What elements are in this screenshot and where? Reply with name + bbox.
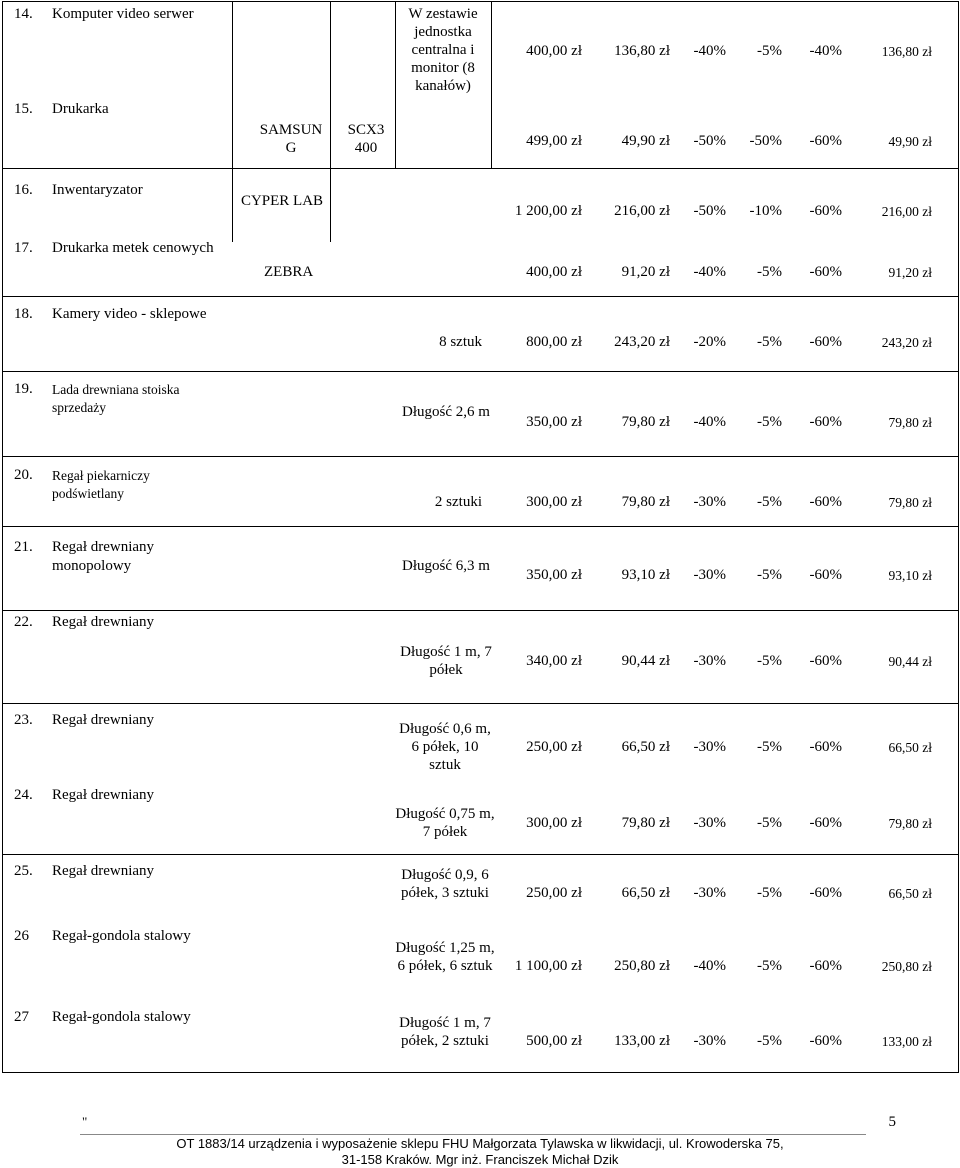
price-value-3: 66,50 zł <box>888 740 932 755</box>
percent-3: -60% <box>809 567 842 583</box>
item-name: Kamery video - sklepowe <box>52 306 207 322</box>
row-number: 26 <box>14 928 29 944</box>
item-spec: Długość 0,75 m, 7 półek <box>395 806 495 840</box>
percent-1: -50% <box>693 133 726 149</box>
price-value-2: 133,00 zł <box>614 1033 670 1049</box>
percent-3: -60% <box>809 958 842 974</box>
footer-line-2: 31-158 Kraków. Mgr inż. Franciszek Michał Dzik <box>341 1152 619 1167</box>
item-name: Regał drewniany <box>52 787 155 803</box>
percent-2: -5% <box>757 414 782 430</box>
price-value-3: 90,44 zł <box>888 654 932 669</box>
percent-2: -5% <box>757 885 782 901</box>
price-value-3: 91,20 zł <box>888 265 932 280</box>
price-value-2: 66,50 zł <box>621 739 670 755</box>
row-separator <box>2 703 958 704</box>
item-name: Regał-gondola stalowy <box>52 1009 191 1025</box>
item-name: Regał drewniany <box>52 712 155 728</box>
percent-2: -5% <box>757 815 782 831</box>
item-spec: 8 sztuk <box>439 334 482 350</box>
item-model: SCX3 400 <box>347 122 385 156</box>
row-separator <box>2 456 958 457</box>
column-separator <box>330 168 331 242</box>
page-number: 5 <box>888 1114 896 1130</box>
percent-1: -30% <box>693 567 726 583</box>
row-separator <box>2 168 958 169</box>
row-number: 23. <box>14 712 33 728</box>
price-value-2: 90,44 zł <box>621 653 670 669</box>
table-border-top <box>2 1 958 2</box>
row-number: 19. <box>14 381 33 397</box>
price-value-1: 499,00 zł <box>526 133 582 149</box>
table-border-right <box>958 1 959 1073</box>
percent-2: -5% <box>757 567 782 583</box>
price-value-3: 136,80 zł <box>881 44 932 59</box>
percent-2: -5% <box>757 653 782 669</box>
percent-2: -5% <box>757 43 782 59</box>
price-value-3: 79,80 zł <box>888 415 932 430</box>
price-value-2: 136,80 zł <box>614 43 670 59</box>
row-number: 15. <box>14 101 33 117</box>
price-value-2: 79,80 zł <box>621 494 670 510</box>
percent-3: -60% <box>809 653 842 669</box>
percent-1: -50% <box>693 203 726 219</box>
item-name: Drukarka metek cenowych <box>52 240 214 256</box>
price-value-2: 66,50 zł <box>621 885 670 901</box>
price-value-1: 340,00 zł <box>526 653 582 669</box>
percent-1: -30% <box>693 653 726 669</box>
item-name-line-2: monopolowy <box>52 558 132 574</box>
item-name-line-2: podświetlany <box>52 486 124 501</box>
row-number: 16. <box>14 182 33 198</box>
percent-1: -40% <box>693 264 726 280</box>
item-spec: Długość 0,9, 6 półek, 3 sztuki <box>401 867 489 901</box>
item-make: CYPER LAB <box>240 193 324 209</box>
percent-2: -50% <box>749 133 782 149</box>
item-spec: W zestawie jednostka centralna i monitor (8 kanałów) <box>408 6 478 94</box>
price-value-3: 133,00 zł <box>881 1034 932 1049</box>
row-number: 17. <box>14 240 33 256</box>
row-number: 22. <box>14 614 33 630</box>
item-make: SAMSUN G <box>259 122 323 156</box>
percent-3: -60% <box>809 264 842 280</box>
price-value-1: 250,00 zł <box>526 739 582 755</box>
price-value-1: 350,00 zł <box>526 567 582 583</box>
item-spec: Długość 1,25 m, 6 półek, 6 sztuk <box>395 940 495 974</box>
price-value-3: 243,20 zł <box>881 335 932 350</box>
price-value-3: 93,10 zł <box>888 568 932 583</box>
price-value-1: 1 100,00 zł <box>514 958 582 974</box>
percent-2: -5% <box>757 1033 782 1049</box>
price-value-1: 400,00 zł <box>526 264 582 280</box>
percent-3: -60% <box>809 203 842 219</box>
percent-2: -5% <box>757 334 782 350</box>
price-value-1: 800,00 zł <box>526 334 582 350</box>
percent-2: -10% <box>749 203 782 219</box>
row-number: 24. <box>14 787 33 803</box>
price-value-1: 500,00 zł <box>526 1033 582 1049</box>
item-spec: Długość 2,6 m <box>402 404 490 420</box>
price-value-2: 49,90 zł <box>621 133 670 149</box>
price-value-3: 79,80 zł <box>888 495 932 510</box>
percent-2: -5% <box>757 958 782 974</box>
price-value-2: 79,80 zł <box>621 414 670 430</box>
table-border-bottom <box>2 1072 958 1073</box>
percent-1: -30% <box>693 885 726 901</box>
row-separator <box>2 371 958 372</box>
percent-3: -60% <box>809 494 842 510</box>
column-separator <box>232 1 233 168</box>
item-name: Komputer video serwer <box>52 6 194 22</box>
price-value-2: 91,20 zł <box>621 264 670 280</box>
percent-1: -20% <box>693 334 726 350</box>
price-value-1: 350,00 zł <box>526 414 582 430</box>
percent-2: -5% <box>757 264 782 280</box>
item-name: Regał drewniany <box>52 539 155 555</box>
price-value-2: 79,80 zł <box>621 815 670 831</box>
price-value-2: 93,10 zł <box>621 567 670 583</box>
item-spec: Długość 6,3 m <box>402 558 490 574</box>
percent-3: -60% <box>809 739 842 755</box>
row-separator <box>2 296 958 297</box>
price-value-1: 1 200,00 zł <box>514 203 582 219</box>
item-name: Regał-gondola stalowy <box>52 928 191 944</box>
percent-2: -5% <box>757 494 782 510</box>
row-number: 27 <box>14 1009 29 1025</box>
item-name: Inwentaryzator <box>52 182 143 198</box>
percent-1: -40% <box>693 414 726 430</box>
item-name: Regał drewniany <box>52 614 155 630</box>
percent-1: -30% <box>693 494 726 510</box>
percent-3: -40% <box>809 43 842 59</box>
table-border-left <box>2 1 3 1073</box>
percent-3: -60% <box>809 133 842 149</box>
percent-1: -40% <box>693 958 726 974</box>
item-make: ZEBRA <box>264 264 314 280</box>
percent-1: -30% <box>693 1033 726 1049</box>
item-spec: Długość 1 m, 7 półek, 2 sztuki <box>399 1015 491 1049</box>
row-number: 14. <box>14 6 33 22</box>
percent-1: -40% <box>693 43 726 59</box>
percent-1: -30% <box>693 739 726 755</box>
item-spec: Długość 1 m, 7 półek <box>400 644 492 678</box>
item-spec: Długość 0,6 m, 6 półek, 10 sztuk <box>399 721 491 773</box>
price-value-1: 300,00 zł <box>526 494 582 510</box>
price-value-2: 216,00 zł <box>614 203 670 219</box>
row-separator <box>2 610 958 611</box>
percent-3: -60% <box>809 885 842 901</box>
column-separator <box>232 168 233 242</box>
percent-2: -5% <box>757 739 782 755</box>
item-name: Drukarka <box>52 101 109 117</box>
row-separator <box>2 854 958 855</box>
item-spec: 2 sztuki <box>434 494 482 510</box>
price-value-3: 216,00 zł <box>881 204 932 219</box>
price-value-1: 250,00 zł <box>526 885 582 901</box>
row-number: 25. <box>14 863 33 879</box>
row-separator <box>2 526 958 527</box>
price-value-3: 79,80 zł <box>888 816 932 831</box>
item-name: Regał piekarniczy <box>52 468 150 483</box>
percent-3: -60% <box>809 414 842 430</box>
percent-3: -60% <box>809 1033 842 1049</box>
row-number: 21. <box>14 539 33 555</box>
item-name-line-2: sprzedaży <box>52 400 106 415</box>
column-separator <box>330 1 331 168</box>
price-value-1: 300,00 zł <box>526 815 582 831</box>
percent-1: -30% <box>693 815 726 831</box>
price-value-2: 250,80 zł <box>614 958 670 974</box>
percent-3: -60% <box>809 815 842 831</box>
column-separator <box>395 1 396 168</box>
footer-line-1: OT 1883/14 urządzenia i wyposażenie sklepu FHU Małgorzata Tylawska w likwidacji, ul. Krowoderska 75, <box>176 1136 784 1151</box>
price-value-1: 400,00 zł <box>526 43 582 59</box>
item-name: Lada drewniana stoiska <box>52 382 180 397</box>
price-value-3: 66,50 zł <box>888 886 932 901</box>
price-value-3: 250,80 zł <box>881 959 932 974</box>
row-number: 20. <box>14 467 33 483</box>
footer-mark: " <box>82 1114 88 1129</box>
percent-3: -60% <box>809 334 842 350</box>
price-value-2: 243,20 zł <box>614 334 670 350</box>
price-value-3: 49,90 zł <box>888 134 932 149</box>
row-number: 18. <box>14 306 33 322</box>
item-name: Regał drewniany <box>52 863 155 879</box>
